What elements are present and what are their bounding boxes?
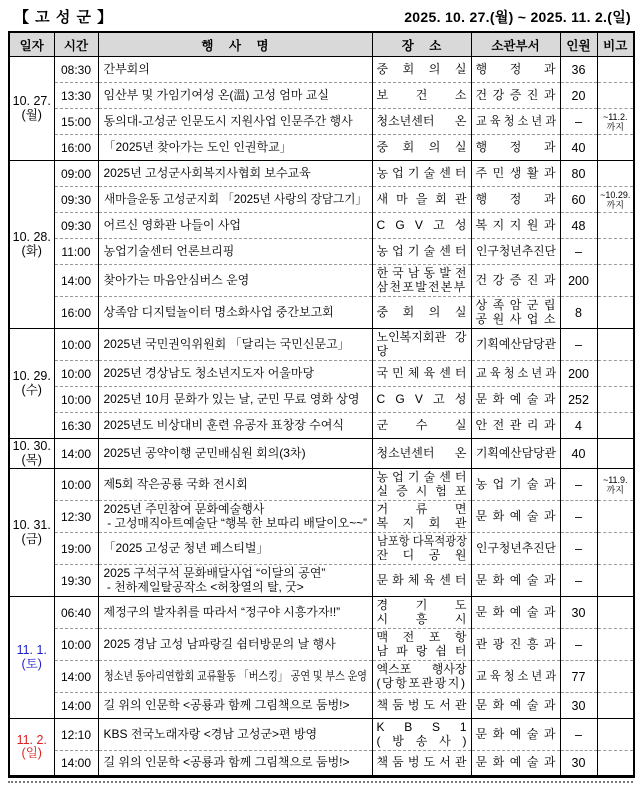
event-dept: 행 정 과 bbox=[471, 135, 560, 161]
schedule-row bbox=[9, 751, 634, 777]
event-time: 19:00 bbox=[54, 533, 98, 565]
event-name: 「2025년 찾아가는 도인 인권학교」 bbox=[98, 135, 372, 161]
event-note bbox=[597, 83, 634, 109]
schedule-row bbox=[9, 83, 634, 109]
event-name: 길 위의 인문학 <공룡과 함께 그림책으로 둠벙!> bbox=[98, 751, 372, 777]
event-note bbox=[597, 329, 634, 361]
event-count: – bbox=[560, 629, 597, 661]
col-header-dept: 소관부서 bbox=[471, 32, 560, 57]
event-count: – bbox=[560, 719, 597, 751]
event-name: 2025년도 비상대비 훈련 유공자 표창장 수여식 bbox=[98, 413, 372, 439]
event-dept: 기획예산담당관 bbox=[471, 329, 560, 361]
event-time: 16:00 bbox=[54, 135, 98, 161]
event-name: 2025 구석구석 문화배달사업 “이달의 공연” - 천하제일탈공작소 <허창열의 탈, 굿> bbox=[98, 565, 372, 597]
col-header-time: 시간 bbox=[54, 32, 98, 57]
event-dept: 주 민 생 활 과 bbox=[471, 161, 560, 187]
table-header bbox=[9, 32, 634, 57]
event-time: 14:00 bbox=[54, 265, 98, 297]
event-note bbox=[597, 57, 634, 83]
schedule-row bbox=[9, 109, 634, 135]
event-name: 2025년 10月 문화가 있는 날, 군민 무료 영화 상영 bbox=[98, 387, 372, 413]
event-note: ~11.9. 까지 bbox=[597, 469, 634, 501]
event-dept: 문 화 예 술 과 bbox=[471, 501, 560, 533]
event-place: 문 화 체 육 센 터 bbox=[372, 565, 471, 597]
event-time: 08:30 bbox=[54, 57, 98, 83]
schedule-row bbox=[9, 265, 634, 297]
col-header-count: 인원 bbox=[560, 32, 597, 57]
event-time: 11:00 bbox=[54, 239, 98, 265]
date-cell: 10. 28. (화) bbox=[9, 161, 54, 329]
event-name: 제5회 작은공룡 국화 전시회 bbox=[98, 469, 372, 501]
event-time: 10:00 bbox=[54, 629, 98, 661]
event-place: 중 회 의 실 bbox=[372, 297, 471, 329]
event-count: 4 bbox=[560, 413, 597, 439]
event-dept: 복 지 지 원 과 bbox=[471, 213, 560, 239]
event-dept: 인구청년추진단 bbox=[471, 239, 560, 265]
schedule-row bbox=[9, 693, 634, 719]
event-place: K B S 1 ( 방 송 사 ) bbox=[372, 719, 471, 751]
page-bottom-rule bbox=[8, 780, 633, 783]
event-name: 2025년 고성군사회복지사협회 보수교육 bbox=[98, 161, 372, 187]
event-dept: 교 육 청 소 년 과 bbox=[471, 661, 560, 693]
event-note bbox=[597, 565, 634, 597]
event-note bbox=[597, 361, 634, 387]
event-place: 중 회 의 실 bbox=[372, 57, 471, 83]
date-cell: 10. 31. (금) bbox=[9, 469, 54, 597]
schedule-row bbox=[9, 719, 634, 751]
event-count: – bbox=[560, 469, 597, 501]
event-count: 60 bbox=[560, 187, 597, 213]
event-time: 09:30 bbox=[54, 187, 98, 213]
schedule-row bbox=[9, 661, 634, 693]
date-cell: 10. 27. (월) bbox=[9, 57, 54, 161]
date-group bbox=[9, 719, 634, 777]
event-note bbox=[597, 265, 634, 297]
schedule-row bbox=[9, 439, 634, 469]
page-title: 【 고 성 군 】 bbox=[14, 9, 114, 26]
schedule-row bbox=[9, 597, 634, 629]
schedule-row bbox=[9, 413, 634, 439]
event-dept: 문 화 예 술 과 bbox=[471, 693, 560, 719]
event-count: – bbox=[560, 533, 597, 565]
schedule-row bbox=[9, 239, 634, 265]
event-place: 새 마 을 회 관 bbox=[372, 187, 471, 213]
event-count: – bbox=[560, 239, 597, 265]
event-place: 엑스포 행사장 (당항포관광지) bbox=[372, 661, 471, 693]
event-dept: 기획예산담당관 bbox=[471, 439, 560, 469]
event-note bbox=[597, 161, 634, 187]
col-header-date: 일자 bbox=[9, 32, 54, 57]
event-dept: 안 전 관 리 과 bbox=[471, 413, 560, 439]
event-dept: 상 족 암 군 립 공 원 사 업 소 bbox=[471, 297, 560, 329]
event-name: 2025년 경상남도 청소년지도자 어울마당 bbox=[98, 361, 372, 387]
event-place: 중 회 의 실 bbox=[372, 135, 471, 161]
event-time: 12:30 bbox=[54, 501, 98, 533]
event-name: 청소년 동아리연합회 교류활동 「버스킹」 공연 및 부스 운영 bbox=[98, 661, 372, 693]
event-time: 14:00 bbox=[54, 751, 98, 777]
event-place: 맥 전 포 항 남 파 랑 쉼 터 bbox=[372, 629, 471, 661]
event-note bbox=[597, 661, 634, 693]
event-time: 16:30 bbox=[54, 413, 98, 439]
event-count: 77 bbox=[560, 661, 597, 693]
title-bar bbox=[8, 4, 633, 31]
event-place: 책 둠 벙 도 서 관 bbox=[372, 751, 471, 777]
event-count: – bbox=[560, 109, 597, 135]
event-count: – bbox=[560, 565, 597, 597]
event-note bbox=[597, 751, 634, 777]
event-time: 10:00 bbox=[54, 329, 98, 361]
event-place: 노인복지회관 강 당 bbox=[372, 329, 471, 361]
event-count: – bbox=[560, 501, 597, 533]
event-place: 농 업 기 술 센 터 bbox=[372, 239, 471, 265]
event-note bbox=[597, 239, 634, 265]
schedule-row bbox=[9, 57, 634, 83]
schedule-row bbox=[9, 565, 634, 597]
event-name: 상족암 디지털놀이터 명소화사업 중간보고회 bbox=[98, 297, 372, 329]
event-note bbox=[597, 213, 634, 239]
event-time: 19:30 bbox=[54, 565, 98, 597]
event-note bbox=[597, 533, 634, 565]
event-note bbox=[597, 297, 634, 329]
schedule-row bbox=[9, 387, 634, 413]
event-name: 농업기술센터 언론브리핑 bbox=[98, 239, 372, 265]
event-place: 경 기 도 시 흥 시 bbox=[372, 597, 471, 629]
event-count: 40 bbox=[560, 439, 597, 469]
event-place: C G V 고 성 bbox=[372, 213, 471, 239]
date-group bbox=[9, 597, 634, 719]
event-place: 한 국 남 동 발 전 삼천포발전본부 bbox=[372, 265, 471, 297]
event-time: 10:00 bbox=[54, 361, 98, 387]
event-note bbox=[597, 629, 634, 661]
event-note: ~11.2. 까지 bbox=[597, 109, 634, 135]
event-dept: 교 육 청 소 년 과 bbox=[471, 361, 560, 387]
date-group bbox=[9, 469, 634, 597]
event-name: 동의대-고성군 인문도시 지원사업 인문주간 행사 bbox=[98, 109, 372, 135]
event-place: 책 둠 벙 도 서 관 bbox=[372, 693, 471, 719]
event-name: 임산부 및 가임기여성 온(溫) 고성 엄마 교실 bbox=[98, 83, 372, 109]
event-name: 2025년 국민권익위원회 「달리는 국민신문고」 bbox=[98, 329, 372, 361]
schedule-row bbox=[9, 187, 634, 213]
schedule-row bbox=[9, 161, 634, 187]
event-time: 09:00 bbox=[54, 161, 98, 187]
event-count: 40 bbox=[560, 135, 597, 161]
date-cell: 11. 2. (일) bbox=[9, 719, 54, 777]
event-time: 06:40 bbox=[54, 597, 98, 629]
event-dept: 문 화 예 술 과 bbox=[471, 597, 560, 629]
date-cell: 11. 1. (토) bbox=[9, 597, 54, 719]
event-name: 「2025 고성군 청년 페스티벌」 bbox=[98, 533, 372, 565]
event-place: 청소년센터 온 bbox=[372, 439, 471, 469]
event-note bbox=[597, 597, 634, 629]
event-name: 어르신 영화관 나들이 사업 bbox=[98, 213, 372, 239]
event-note bbox=[597, 501, 634, 533]
event-dept: 문 화 예 술 과 bbox=[471, 387, 560, 413]
event-time: 10:00 bbox=[54, 469, 98, 501]
event-dept: 행 정 과 bbox=[471, 57, 560, 83]
event-note bbox=[597, 439, 634, 469]
event-name: 제정구의 발자취를 따라서 “정구야 시흥가자!!” bbox=[98, 597, 372, 629]
schedule-row bbox=[9, 213, 634, 239]
event-count: 252 bbox=[560, 387, 597, 413]
event-count: 36 bbox=[560, 57, 597, 83]
event-name: 2025년 주민참여 문화예술행사 - 고성매직아트예술단 “행복 한 보따리 배달이오~~” bbox=[98, 501, 372, 533]
event-dept: 관 광 진 흥 과 bbox=[471, 629, 560, 661]
event-dept: 문 화 예 술 과 bbox=[471, 751, 560, 777]
event-name: 간부회의 bbox=[98, 57, 372, 83]
schedule-row bbox=[9, 629, 634, 661]
event-name: KBS 전국노래자랑 <경남 고성군>편 방영 bbox=[98, 719, 372, 751]
col-header-note: 비고 bbox=[597, 32, 634, 57]
schedule-row bbox=[9, 135, 634, 161]
event-time: 09:30 bbox=[54, 213, 98, 239]
event-time: 14:00 bbox=[54, 439, 98, 469]
event-place: 거 류 면 복 지 회 관 bbox=[372, 501, 471, 533]
event-dept: 문 화 예 술 과 bbox=[471, 719, 560, 751]
event-note bbox=[597, 135, 634, 161]
event-count: 200 bbox=[560, 265, 597, 297]
event-dept: 교 육 청 소 년 과 bbox=[471, 109, 560, 135]
event-note: ~10.29. 까지 bbox=[597, 187, 634, 213]
schedule-row bbox=[9, 329, 634, 361]
event-time: 16:00 bbox=[54, 297, 98, 329]
event-time: 12:10 bbox=[54, 719, 98, 751]
event-time: 14:00 bbox=[54, 661, 98, 693]
event-count: – bbox=[560, 329, 597, 361]
date-group bbox=[9, 57, 634, 161]
event-place: 남포항 다목적광장 잔 디 공 원 bbox=[372, 533, 471, 565]
event-time: 14:00 bbox=[54, 693, 98, 719]
event-name: 길 위의 인문학 <공룡과 함께 그림책으로 둠벙!> bbox=[98, 693, 372, 719]
event-name: 새마을운동 고성군지회 「2025년 사랑의 장담그기」 bbox=[98, 187, 372, 213]
schedule-row bbox=[9, 469, 634, 501]
event-dept: 건 강 증 진 과 bbox=[471, 265, 560, 297]
event-count: 30 bbox=[560, 693, 597, 719]
event-dept: 행 정 과 bbox=[471, 187, 560, 213]
event-dept: 인구청년추진단 bbox=[471, 533, 560, 565]
date-group bbox=[9, 329, 634, 439]
date-group bbox=[9, 439, 634, 469]
event-place: 보 건 소 bbox=[372, 83, 471, 109]
date-cell: 10. 29. (수) bbox=[9, 329, 54, 439]
event-place: 농 업 기 술 센 터 실 증 시 험 포 bbox=[372, 469, 471, 501]
schedule-table bbox=[8, 31, 635, 778]
event-note bbox=[597, 693, 634, 719]
event-count: 80 bbox=[560, 161, 597, 187]
event-count: 20 bbox=[560, 83, 597, 109]
event-name: 2025년 공약이행 군민배심원 회의(3차) bbox=[98, 439, 372, 469]
event-count: 30 bbox=[560, 751, 597, 777]
event-place: 군 수 실 bbox=[372, 413, 471, 439]
event-time: 13:30 bbox=[54, 83, 98, 109]
event-place: 국 민 체 육 센 터 bbox=[372, 361, 471, 387]
event-name: 찾아가는 마음안심버스 운영 bbox=[98, 265, 372, 297]
event-place: 청소년센터 온 bbox=[372, 109, 471, 135]
event-dept: 건 강 증 진 과 bbox=[471, 83, 560, 109]
event-count: 30 bbox=[560, 597, 597, 629]
event-note bbox=[597, 387, 634, 413]
col-header-event: 행 사 명 bbox=[98, 32, 372, 57]
event-dept: 농 업 기 술 과 bbox=[471, 469, 560, 501]
col-header-place: 장 소 bbox=[372, 32, 471, 57]
event-count: 48 bbox=[560, 213, 597, 239]
date-cell: 10. 30. (목) bbox=[9, 439, 54, 469]
event-name: 2025 경남 고성 남파랑길 쉼터방문의 날 행사 bbox=[98, 629, 372, 661]
schedule-row bbox=[9, 297, 634, 329]
event-time: 15:00 bbox=[54, 109, 98, 135]
event-count: 8 bbox=[560, 297, 597, 329]
schedule-row bbox=[9, 501, 634, 533]
schedule-row bbox=[9, 361, 634, 387]
event-note bbox=[597, 719, 634, 751]
schedule-row bbox=[9, 533, 634, 565]
event-dept: 문 화 예 술 과 bbox=[471, 565, 560, 597]
event-note bbox=[597, 413, 634, 439]
event-time: 10:00 bbox=[54, 387, 98, 413]
event-place: 농 업 기 술 센 터 bbox=[372, 161, 471, 187]
event-count: 200 bbox=[560, 361, 597, 387]
date-group bbox=[9, 161, 634, 329]
event-place: C G V 고 성 bbox=[372, 387, 471, 413]
page-date-range: 2025. 10. 27.(월) ~ 2025. 11. 2.(일) bbox=[404, 9, 631, 25]
